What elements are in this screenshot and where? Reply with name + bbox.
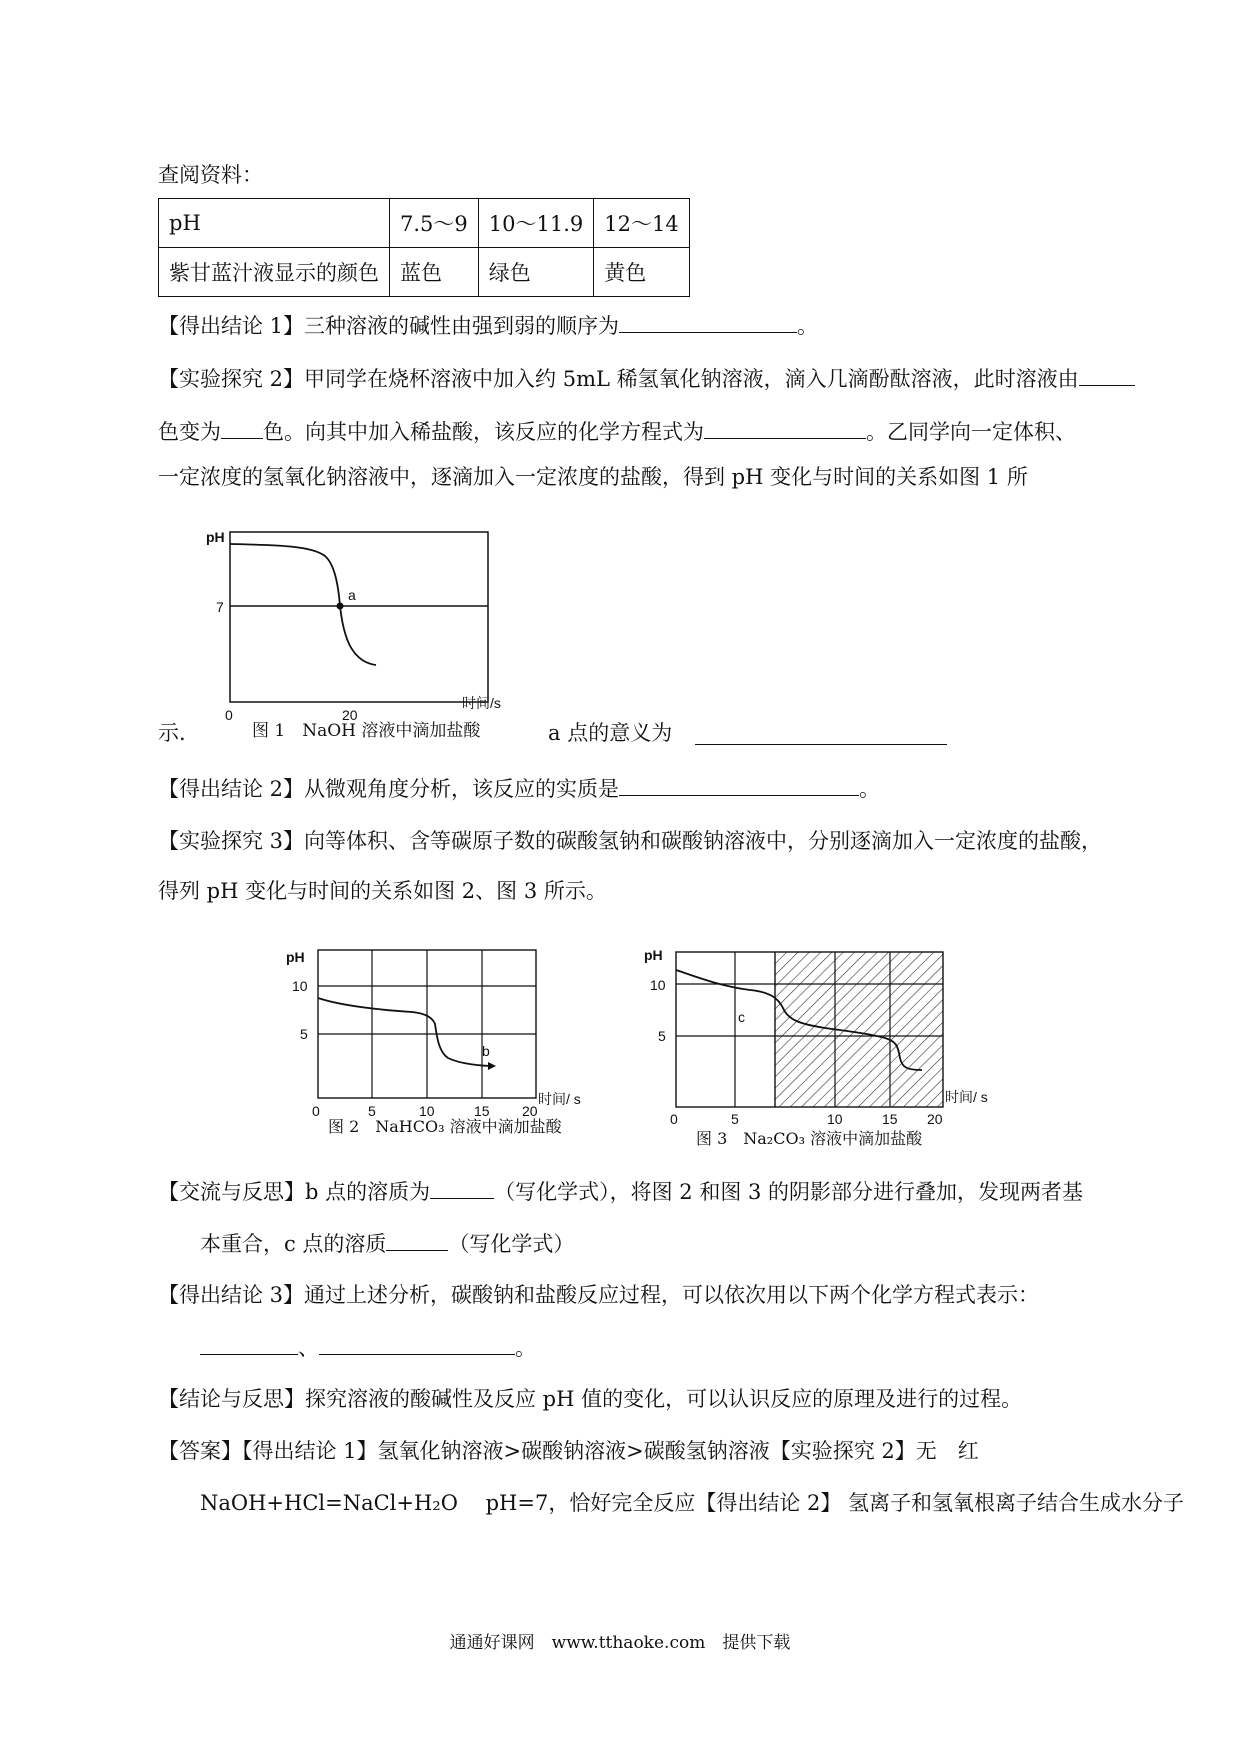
point-a-label: a — [348, 587, 356, 603]
answer-blank[interactable] — [619, 773, 859, 796]
answer-blank[interactable] — [619, 310, 797, 333]
figure-3-caption: 图 3 Na₂CO₃ 溶液中滴加盐酸 — [696, 1129, 923, 1148]
conclusion-1 — [158, 310, 818, 341]
ph-curve — [230, 544, 376, 665]
point-a — [337, 603, 344, 610]
point-c-label: c — [738, 1009, 745, 1025]
y-tick: 10 — [292, 978, 308, 994]
x-tick: 15 — [882, 1111, 898, 1127]
reflection-text: 本重合，c 点的溶质 — [200, 1232, 387, 1256]
x-axis-label: 时间/ s — [945, 1089, 988, 1105]
reflection-text: 【交流与反思】b 点的溶质为 — [158, 1180, 431, 1204]
experiment-2-text: 色。向其中加入稀盐酸，该反应的化学方程式为 — [263, 420, 704, 444]
y-tick: 10 — [650, 977, 666, 993]
table-cell: 12～14 — [594, 199, 689, 248]
table-row — [159, 248, 690, 297]
x-tick: 0 — [225, 707, 233, 723]
reflection-line-1 — [158, 1176, 1083, 1207]
y-axis-label: pH — [644, 947, 663, 963]
x-axis-label: 时间/ s — [538, 1091, 581, 1107]
table-cell: 蓝色 — [390, 248, 479, 297]
answer-line-1: 【答案】【得出结论 1】氢氧化钠溶液>碳酸钠溶液>碳酸氢钠溶液【实验探究 2】无 红 — [158, 1439, 979, 1463]
footer: 通通好课网 www.tthaoke.com 提供下载 — [449, 1633, 791, 1653]
y-tick: 7 — [216, 599, 224, 615]
curve-arrow — [488, 1062, 496, 1070]
experiment-2-line-3: 一定浓度的氢氧化钠溶液中，逐滴加入一定浓度的盐酸，得到 pH 变化与时间的关系如图 1 所 — [158, 465, 1028, 489]
answer-blank[interactable] — [319, 1332, 515, 1355]
conclusion-3: 【得出结论 3】通过上述分析，碳酸钠和盐酸反应过程，可以依次用以下两个化学方程式表示： — [158, 1283, 1040, 1307]
x-tick: 20 — [342, 707, 358, 723]
x-tick: 0 — [312, 1103, 320, 1119]
reflection-line-2 — [200, 1228, 574, 1259]
table-cell: 黄色 — [594, 248, 689, 297]
figure-2-plot — [282, 940, 582, 1140]
point-b-label: b — [482, 1043, 490, 1059]
experiment-2-line-1 — [158, 363, 1135, 394]
table-cell: 7.5～9 — [390, 199, 479, 248]
point-a-question-text: a 点的意义为 — [548, 721, 673, 745]
experiment-2-line-4: 示. — [158, 721, 186, 745]
conclusion-1-text: 【得出结论 1】三种溶液的碱性由强到弱的顺序为 — [158, 314, 620, 338]
conclusion-1-end: 。 — [797, 314, 819, 338]
x-tick: 15 — [474, 1103, 490, 1119]
reference-table — [158, 198, 690, 297]
separator: 、 — [298, 1336, 319, 1360]
table-row — [159, 199, 690, 248]
ph-curve — [318, 998, 494, 1066]
table-cell: 绿色 — [478, 248, 593, 297]
conclusion-2-end: 。 — [859, 777, 881, 801]
y-axis-label: pH — [206, 529, 225, 545]
answer-blank[interactable] — [704, 416, 866, 439]
y-tick: 5 — [658, 1028, 666, 1044]
experiment-2-text: 【实验探究 2】甲同学在烧杯溶液中加入约 5mL 稀氢氧化钠溶液，滴入几滴酚酞溶液，此时溶液由 — [158, 367, 1079, 391]
table-cell: 10～11.9 — [478, 199, 593, 248]
answer-blank[interactable] — [200, 1332, 298, 1355]
figure-3-plot — [640, 940, 1010, 1130]
heading: 查阅资料： — [158, 163, 263, 187]
x-tick: 0 — [670, 1111, 678, 1127]
final-reflection: 【结论与反思】探究溶液的酸碱性及反应 pH 值的变化，可以认识反应的原理及进行的过程。 — [158, 1387, 1023, 1411]
experiment-3-line-1: 【实验探究 3】向等体积、含等碳原子数的碳酸氢钠和碳酸钠溶液中，分别逐滴加入一定浓度的盐酸， — [158, 829, 1103, 853]
figure-3 — [640, 940, 1010, 1134]
reflection-text: （写化学式） — [448, 1232, 575, 1256]
x-tick: 20 — [927, 1111, 943, 1127]
table-cell: pH — [159, 199, 390, 248]
x-tick: 10 — [419, 1103, 435, 1119]
answer-blank[interactable] — [695, 744, 947, 745]
x-axis-label: 时间/s — [462, 695, 501, 711]
conclusion-2 — [158, 773, 880, 804]
reflection-text: （写化学式），将图 2 和图 3 的阴影部分进行叠加，发现两者基 — [494, 1180, 1084, 1204]
shaded-region — [775, 952, 943, 1107]
x-tick: 10 — [827, 1111, 843, 1127]
y-axis-label: pH — [286, 949, 305, 965]
answer-blank[interactable] — [430, 1176, 494, 1199]
x-tick: 5 — [368, 1103, 376, 1119]
figure-1-caption: 图 1 NaOH 溶液中滴加盐酸 — [252, 721, 481, 741]
experiment-2-text: 色变为 — [158, 420, 221, 444]
table-cell: 紫甘蓝汁液显示的颜色 — [159, 248, 390, 297]
conclusion-3-blanks — [200, 1332, 536, 1363]
conclusion-2-text: 【得出结论 2】从微观角度分析，该反应的实质是 — [158, 777, 620, 801]
experiment-2-line-2 — [158, 416, 1076, 447]
figure-1-plot — [200, 520, 560, 740]
point-a-question — [548, 718, 672, 748]
answer-line-2: NaOH+HCl=NaCl+H₂O pH=7，恰好完全反应【得出结论 2】 氢离子和氢氧根离子结合生成水分子 — [200, 1491, 1185, 1515]
experiment-3-line-2: 得列 pH 变化与时间的关系如图 2、图 3 所示。 — [158, 879, 607, 903]
x-tick: 5 — [731, 1111, 739, 1127]
answer-blank[interactable] — [1079, 363, 1135, 386]
answer-blank[interactable] — [221, 416, 263, 439]
figure-2-caption: 图 2 NaHCO₃ 溶液中滴加盐酸 — [328, 1117, 562, 1136]
answer-blank[interactable] — [386, 1228, 448, 1251]
experiment-2-text: 。乙同学向一定体积、 — [866, 420, 1076, 444]
plot-frame — [230, 532, 488, 702]
figure-1 — [200, 520, 560, 744]
x-tick: 20 — [522, 1103, 538, 1119]
conclusion-3-end: 。 — [515, 1336, 536, 1360]
y-tick: 5 — [300, 1026, 308, 1042]
